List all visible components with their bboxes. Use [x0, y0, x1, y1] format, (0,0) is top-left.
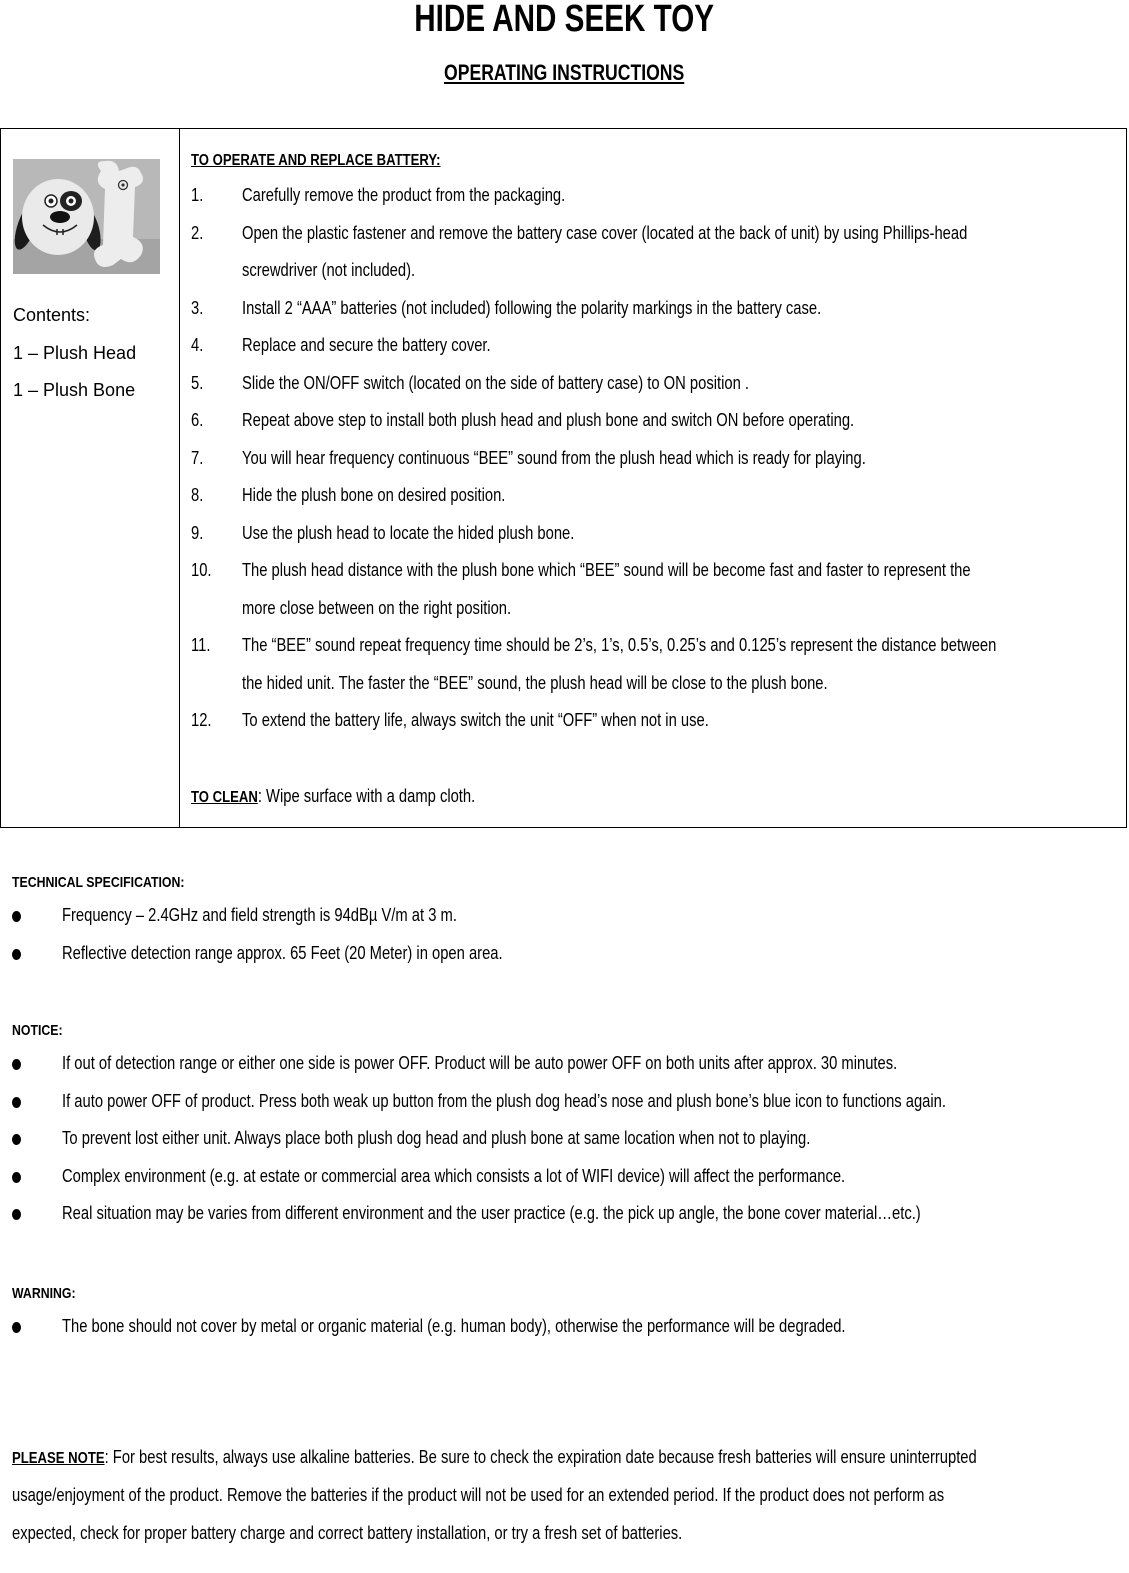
notice-section: [12, 1017, 1122, 1233]
tech-spec-heading-text: TECHNICAL SPECIFICATION:: [12, 874, 185, 891]
contents-label: Contents:: [13, 305, 91, 325]
bullet-item: [12, 1045, 1122, 1083]
tech-spec-heading: [12, 869, 1122, 897]
warning-heading-text: WARNING:: [12, 1285, 76, 1302]
step-number: 2.: [191, 222, 204, 243]
step-text: Replace and secure the battery cover.: [242, 335, 491, 355]
bullet-text: Real situation may be varies from different environment and the user practice (e.g. the pick up angle, the bone cover material…etc.): [62, 1203, 921, 1223]
notice-list: [12, 1045, 1122, 1233]
bullet-item: [12, 935, 1122, 973]
please-note-colon: :: [104, 1447, 109, 1467]
step-item: [191, 215, 1121, 290]
bullet-text: To prevent lost either unit. Always place both plush dog head and plush bone at same location when not to playing.: [62, 1128, 811, 1148]
step-number: 10.: [191, 560, 212, 580]
clean-label: TO CLEAN: [191, 788, 258, 806]
instructions-table: [0, 128, 1127, 828]
title-text: HIDE AND SEEK TOY: [414, 0, 715, 40]
step-item: [191, 440, 1121, 478]
bullet-dot-icon: [12, 1097, 21, 1108]
bullet-dot-icon: [12, 1059, 21, 1070]
step-item: [191, 365, 1121, 403]
step-item: [191, 402, 1121, 440]
step-text: The “BEE” sound repeat frequency time should be 2’s, 1’s, 0.5’s, 0.25’s and 0.125’s represent the distance between: [242, 635, 997, 655]
steps-list: [191, 177, 1121, 740]
subtitle-text: OPERATING INSTRUCTIONS: [444, 60, 685, 85]
tech-spec-list: [12, 897, 1122, 972]
bullet-text: Complex environment (e.g. at estate or commercial area which consists a lot of WIFI device) will affect the performance.: [62, 1165, 846, 1186]
bullet-text: If out of detection range or either one side is power OFF. Product will be auto power OFF on both units after approx. 30 minutes.: [62, 1053, 898, 1073]
notice-heading-text: NOTICE:: [12, 1022, 63, 1039]
bullet-item: [12, 1120, 1122, 1158]
bullet-dot-icon: [12, 1209, 21, 1220]
bullet-text: The bone should not cover by metal or organic material (e.g. human body), otherwise the performance will be degraded.: [62, 1316, 846, 1336]
step-text: screwdriver (not included).: [242, 260, 416, 280]
step-number: 5.: [191, 372, 204, 393]
step-number: 6.: [191, 410, 204, 430]
step-text: Install 2 “AAA” batteries (not included) following the polarity markings in the battery case.: [242, 297, 822, 318]
product-photo: [13, 159, 160, 274]
step-text: To extend the battery life, always switch the unit “OFF” when not in use.: [242, 710, 709, 730]
warning-section: [12, 1280, 1122, 1346]
bullet-item: [12, 897, 1122, 935]
clean-colon: :: [257, 785, 262, 806]
step-text: more close between on the right position.: [242, 597, 512, 618]
operate-heading-text: TO OPERATE AND REPLACE BATTERY:: [191, 152, 441, 169]
step-item: [191, 702, 1121, 740]
please-note-label: PLEASE NOTE: [12, 1450, 105, 1467]
bullet-text: Frequency – 2.4GHz and field strength is 94dBµ V/m at 3 m.: [62, 905, 457, 925]
step-number: 4.: [191, 335, 204, 355]
step-number: 7.: [191, 447, 204, 468]
step-item: [191, 515, 1121, 553]
step-text: The plush head distance with the plush bone which “BEE” sound will be become fast and faster to represent the: [242, 560, 971, 580]
bullet-dot-icon: [12, 949, 21, 960]
page-title: [0, 0, 1129, 38]
bullet-text: Reflective detection range approx. 65 Feet (20 Meter) in open area.: [62, 942, 503, 963]
bullet-text: If auto power OFF of product. Press both weak up button from the plush dog head’s nose and plush bone’s blue icon to functions again.: [62, 1090, 946, 1111]
step-item: [191, 627, 1121, 702]
please-note-line: expected, check for proper battery charge and correct battery installation, or try a fresh set of batteries.: [12, 1523, 683, 1543]
bullet-item: [12, 1158, 1122, 1196]
bullet-item: [12, 1195, 1122, 1233]
step-text: Slide the ON/OFF switch (located on the side of battery case) to ON position .: [242, 372, 749, 393]
contents-list: [13, 297, 136, 410]
step-item: [191, 552, 1121, 627]
step-item: [191, 327, 1121, 365]
page-subtitle: [0, 60, 1129, 86]
column-divider: [179, 129, 180, 827]
step-text: the hided unit. The faster the “BEE” sound, the plush head will be close to the plush bone.: [242, 672, 828, 693]
bullet-dot-icon: [12, 1134, 21, 1145]
warning-list: [12, 1308, 1122, 1346]
step-text: Use the plush head to locate the hided plush bone.: [242, 522, 575, 543]
step-number: 1.: [191, 185, 204, 205]
step-text: Hide the plush bone on desired position.: [242, 485, 506, 505]
step-item: [191, 177, 1121, 215]
warning-heading: [12, 1280, 1122, 1308]
bullet-dot-icon: [12, 911, 21, 922]
please-note-line: usage/enjoyment of the product. Remove the batteries if the product will not be used for an extended period. If the product does not perform as: [12, 1485, 945, 1505]
step-text: You will hear frequency continuous “BEE” sound from the plush head which is ready for playing.: [242, 447, 866, 468]
step-text: Open the plastic fastener and remove the battery case cover (located at the back of unit) by using Phillips-head: [242, 222, 968, 243]
contents-item: 1 – Plush Bone: [13, 380, 136, 400]
operate-section: [191, 145, 1121, 816]
step-item: [191, 477, 1121, 515]
notice-heading: [12, 1017, 1122, 1045]
bullet-dot-icon: [12, 1322, 21, 1333]
bullet-dot-icon: [12, 1172, 21, 1183]
step-number: 9.: [191, 522, 204, 543]
step-item: [191, 290, 1121, 328]
step-number: 12.: [191, 710, 212, 730]
bullet-item: [12, 1083, 1122, 1121]
contents-item: 1 – Plush Head: [13, 342, 137, 363]
step-number: 3.: [191, 297, 204, 318]
plush-toy-image-icon: [13, 159, 160, 274]
bullet-item: [12, 1308, 1122, 1346]
step-text: Carefully remove the product from the packaging.: [242, 185, 566, 205]
step-number: 8.: [191, 485, 204, 505]
step-text: Repeat above step to install both plush head and plush bone and switch ON before operating.: [242, 410, 855, 430]
tech-spec-section: [12, 869, 1122, 972]
please-note-line: For best results, always use alkaline batteries. Be sure to check the expiration date because fresh batteries will ensure uninterrupted: [108, 1447, 977, 1467]
operate-heading: [191, 145, 1121, 177]
clean-instruction: [191, 778, 1121, 817]
clean-text: Wipe surface with a damp cloth.: [261, 785, 476, 806]
step-number: 11.: [191, 635, 211, 655]
please-note-section: [12, 1438, 1127, 1552]
